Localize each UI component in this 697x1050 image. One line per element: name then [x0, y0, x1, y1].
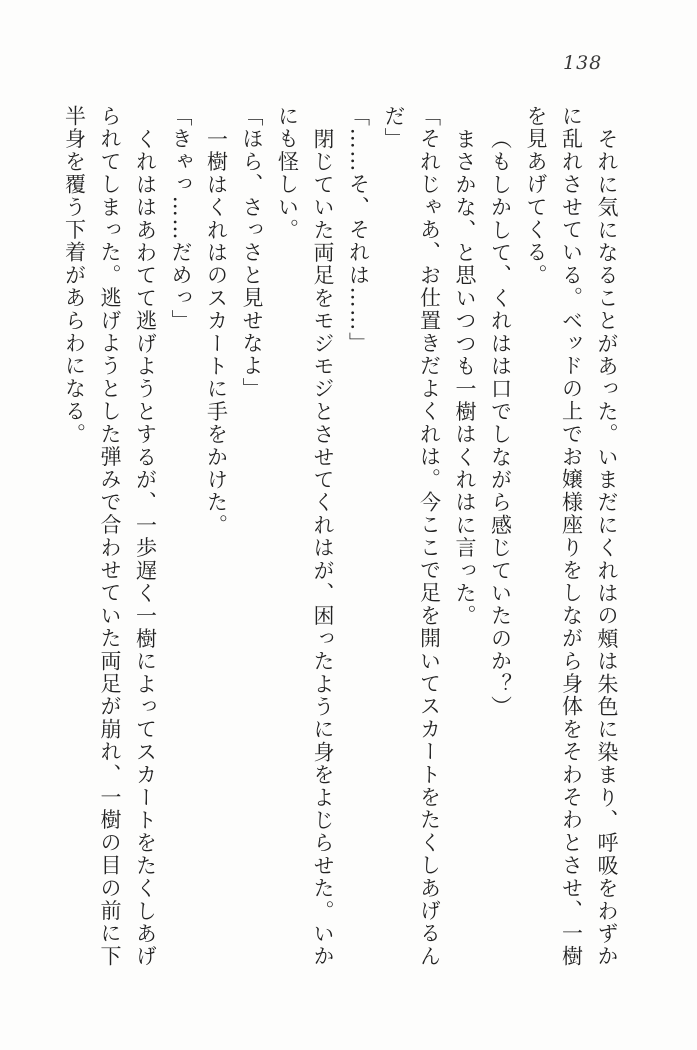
text-column: られてしまった。逃げようとした弾みで合わせていた両足が崩れ、一樹の目の前に下 — [98, 105, 122, 968]
text-column: 「ほら、さっさと見せなよ」 — [240, 105, 264, 401]
text-column: それに気になることがあった。いまだにくれはの頰は朱色に染まり、呼吸をわずか — [595, 127, 619, 968]
text-column: 閉じていた両足をモジモジとさせてくれはが、困ったように身をよじらせた。いか — [311, 127, 335, 968]
text-column: にも怪しい。 — [275, 105, 300, 242]
text-column: に乱れさせている。ベッドの上でお嬢様座りをしながら身体をそわそわとさせ、一樹 — [559, 105, 584, 968]
page-number: 138 — [563, 52, 603, 74]
text-column: を見あげてくる。 — [524, 105, 548, 287]
text-column: 一樹はくれはのスカートに手をかけた。 — [204, 127, 229, 537]
text-column: 「……そ、それは……」 — [346, 105, 371, 355]
text-column: 「それじゃあ、お仕置きだよくれは。今ここで足を開いてスカートをたくしあげるん — [417, 105, 442, 968]
text-column: くれははあわてて逃げようとするが、一歩遅く一樹によってスカートをたくしあげ — [133, 127, 158, 968]
text-column: 半身を覆う下着があらわになる。 — [62, 105, 87, 446]
text-column: 「きゃっ……だめっ」 — [169, 105, 193, 332]
text-column: （もしかして、くれはは口でしながら感じていたのか？） — [488, 127, 513, 718]
text-column: だ」 — [382, 105, 406, 151]
text-column: まさかな、と思いつつも一樹はくれはに言った。 — [453, 127, 477, 628]
